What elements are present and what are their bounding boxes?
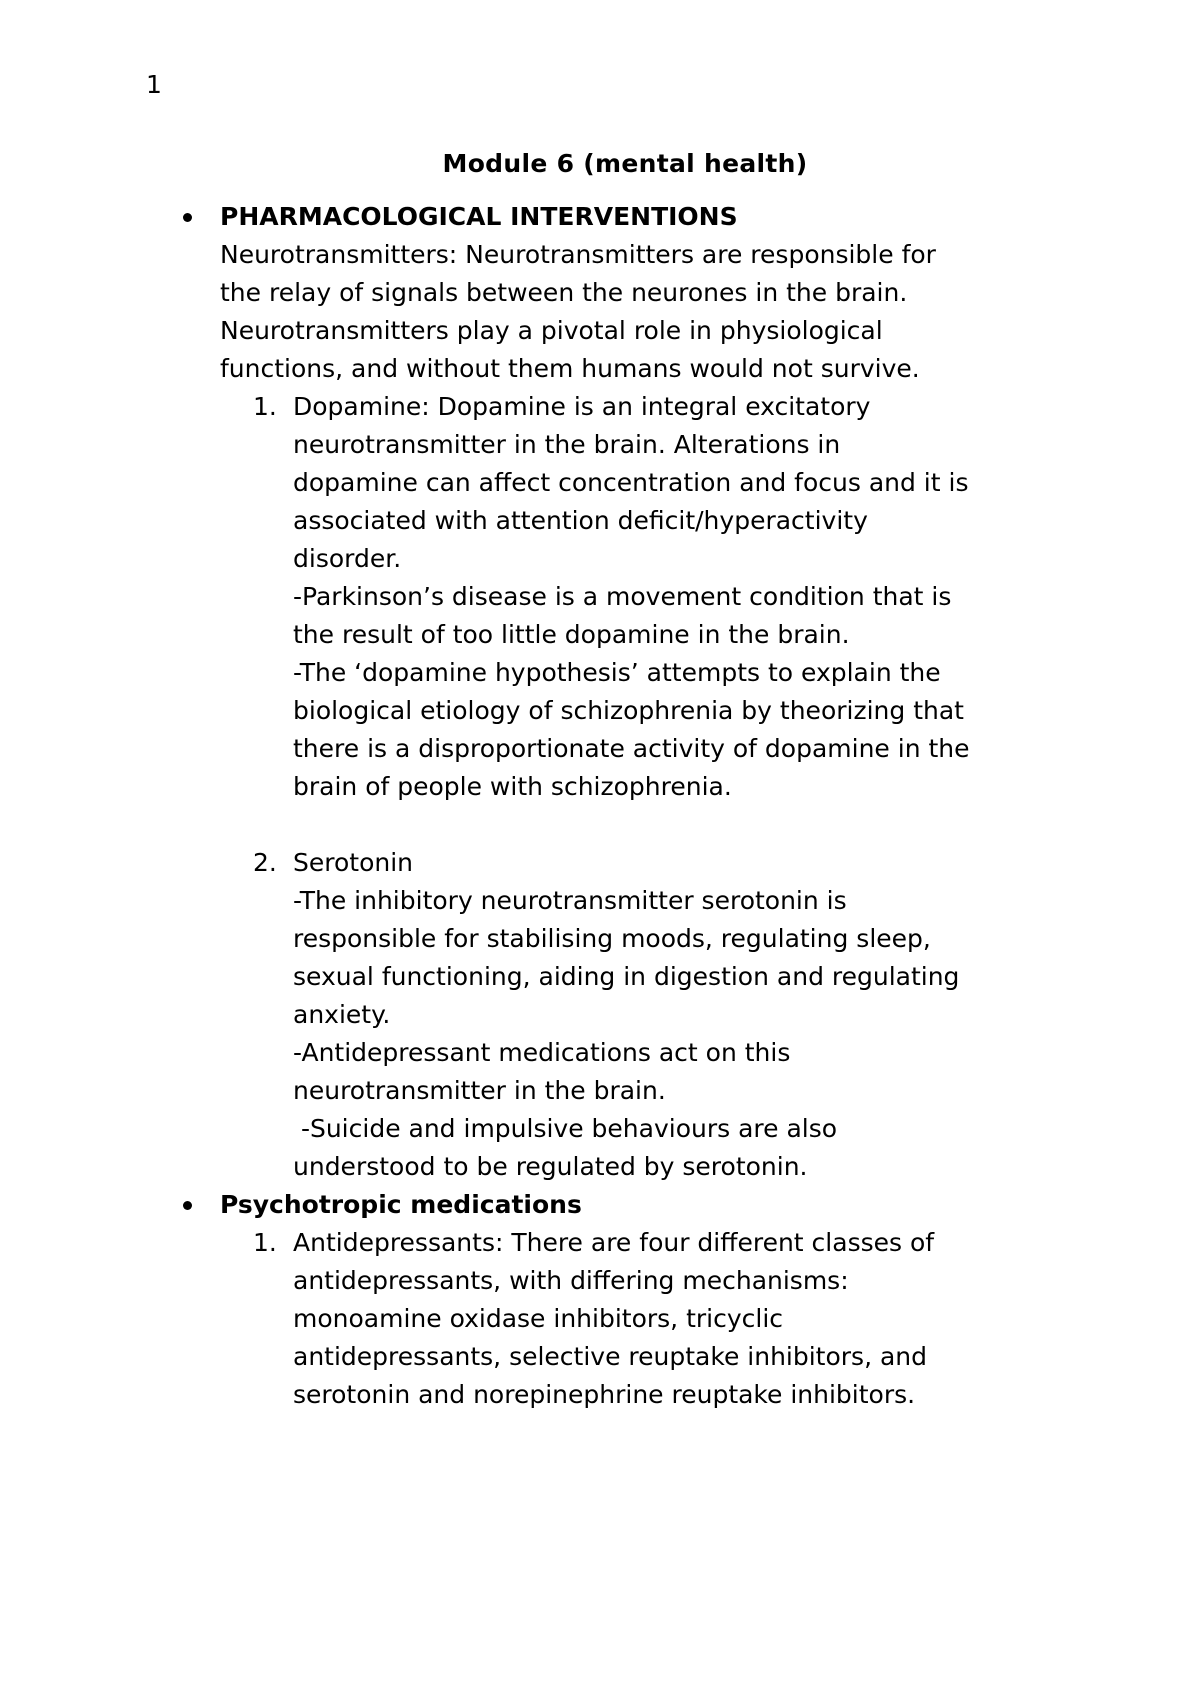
item-line: Antidepressants: There are four different classes of (293, 1228, 935, 1257)
section-heading: PHARMACOLOGICAL INTERVENTIONS (220, 202, 738, 231)
bullet-icon (183, 1201, 192, 1210)
item-line: monoamine oxidase inhibitors, tricyclic (293, 1304, 784, 1333)
numbered-item-antidepressants (0, 1224, 1073, 1414)
item-line: -Parkinson’s disease is a movement condition that is (293, 582, 952, 611)
item-line: antidepressants, selective reuptake inhibitors, and (293, 1342, 928, 1371)
bullet-section-pharmacological (0, 198, 1080, 388)
item-line: the result of too little dopamine in the brain. (293, 620, 850, 649)
item-line: anxiety. (293, 1000, 391, 1029)
item-line: serotonin and norepinephrine reuptake inhibitors. (293, 1380, 916, 1409)
document-body (0, 198, 1200, 1414)
item-line: antidepressants, with differing mechanisms: (293, 1266, 849, 1295)
list-number: 1. (253, 1228, 277, 1257)
item-line: neurotransmitter in the brain. (293, 1076, 666, 1105)
list-number: 2. (253, 848, 277, 877)
spacer (0, 806, 1200, 844)
item-line: Serotonin (293, 848, 414, 877)
item-line: associated with attention deficit/hyperactivity (293, 506, 868, 535)
numbered-item-serotonin (0, 844, 1073, 1186)
item-line: -The inhibitory neurotransmitter serotonin is (293, 886, 847, 915)
item-line: -Antidepressant medications act on this (293, 1038, 791, 1067)
item-line: brain of people with schizophrenia. (293, 772, 732, 801)
numbered-item-dopamine (0, 388, 1073, 806)
item-line: Dopamine: Dopamine is an integral excitatory (293, 392, 871, 421)
item-line: responsible for stabilising moods, regulating sleep, (293, 924, 931, 953)
item-line: -The ‘dopamine hypothesis’ attempts to explain the (293, 658, 941, 687)
document-title: Module 6 (mental health) (442, 149, 808, 178)
paragraph-line: Neurotransmitters: Neurotransmitters are responsible for (220, 240, 936, 269)
item-line: dopamine can affect concentration and focus and it is (293, 468, 969, 497)
bullet-section-psychotropic (0, 1186, 1080, 1224)
item-line: neurotransmitter in the brain. Alterations in (293, 430, 841, 459)
page-number: 1 (146, 70, 162, 99)
paragraph-line: functions, and without them humans would not survive. (220, 354, 920, 383)
bullet-icon (183, 213, 192, 222)
list-number: 1. (253, 392, 277, 421)
item-line: disorder. (293, 544, 402, 573)
item-line: biological etiology of schizophrenia by theorizing that (293, 696, 964, 725)
item-line: there is a disproportionate activity of dopamine in the (293, 734, 970, 763)
item-line: -Suicide and impulsive behaviours are also (293, 1114, 838, 1143)
paragraph-line: Neurotransmitters play a pivotal role in physiological (220, 316, 883, 345)
item-line: understood to be regulated by serotonin. (293, 1152, 808, 1181)
section-heading: Psychotropic medications (220, 1190, 582, 1219)
paragraph-line: the relay of signals between the neurones in the brain. (220, 278, 908, 307)
item-line: sexual functioning, aiding in digestion and regulating (293, 962, 960, 991)
intro-paragraph (220, 236, 1080, 388)
